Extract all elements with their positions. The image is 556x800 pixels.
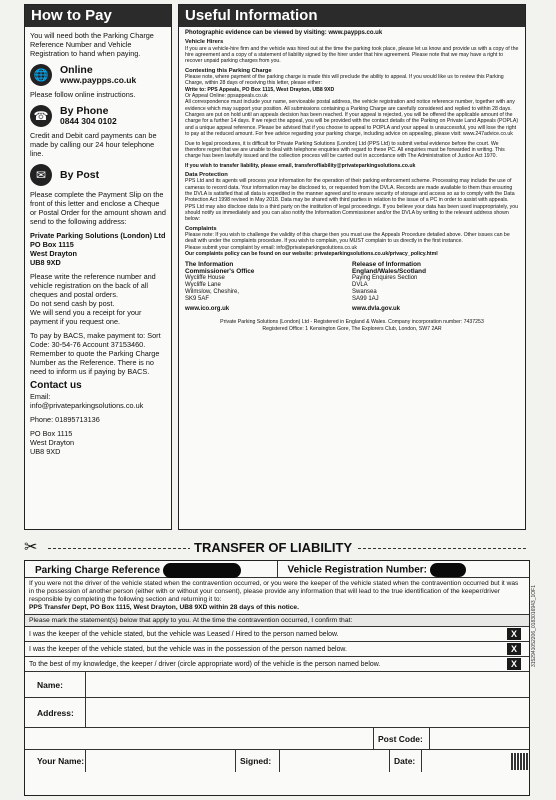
- contest-heading: Contesting this Parking Charge: [185, 67, 272, 74]
- contact-title: Contact us: [30, 380, 82, 391]
- data-protection-text: PPS Ltd and its agents will process your information for the operation of their parking enforcement scheme. Processing may include the use of cameras to record data. Your information may be disclosed to, or requested from the DVLA. Records are made available to them thus ensuring the DVLA is satisfied that all data is expedited in the manner agreed and to ensure security of storage and access so as to comply with the Data Protection Act 1998 revised in May 2018. Data may be shared with third parties in relation to the issue of a PC in order to assist with appeals. PPS Ltd may also disclose data to a third party on the institution of legal proceedings. If you believe your data has been used inappropriately, you should notify us immediately and you can also notify the Information Commissioner and/or the DVLA by writing to the relevant address shown below:: [185, 178, 518, 223]
- your-name-field[interactable]: [85, 750, 235, 772]
- statement-possession[interactable]: I was the keeper of the vehicle stated, but the vehicle was in the possession of the person named below. X: [25, 641, 529, 656]
- legal-text: Due to legal procedures, it is difficult for Private Parking Solutions (London) Ltd (PPS Ltd) to submit verbal evidence before the court. We therefore regret that we are unable to deal with telephone enquiries with regard to these PC. All enquiries must be forwarded in writing. This charge has been lawfully issued and the collection process will be carried out in accordance with The Administration of Justice Act 1970.: [185, 140, 505, 160]
- appeal-write-to: Write to: PPS Appeals, PO Box 1115, West Drayton, UB8 9XD: [185, 86, 335, 93]
- online-label: Online: [60, 64, 93, 76]
- bacs-info: To pay by BACS, make payment to: Sort Code: 30-54-76 Account 37153460. Remember to quote the Parking Charge Number as the Reference. There is no need to inform us if paying by BACS.: [30, 331, 161, 376]
- appeal-online: Or Appeal Online: ppsappeals.co.uk: [185, 93, 268, 100]
- complaints-heading: Complaints: [185, 225, 217, 232]
- postcode-label: Post Code:: [373, 728, 429, 749]
- ico-address: The Information Commissioner's Office Wycliffe House Wycliffe Lane Wilmslow, Cheshire, SK9 5AF www.ico.org.uk: [185, 261, 255, 313]
- mark-instructions: Please mark the statement(s) below that apply to you. At the time the contravention occurred, I confirm that:: [25, 614, 529, 626]
- your-name-label: Your Name:: [37, 756, 85, 766]
- signed-label: Signed:: [235, 750, 279, 772]
- how-to-pay-title: How to Pay: [25, 5, 171, 27]
- signature-row: [25, 749, 529, 772]
- phone-number: 0844 304 0102: [60, 116, 117, 126]
- document-code: 3152941052206_0183016943_1OF1: [531, 585, 537, 668]
- checkbox-leased[interactable]: X: [507, 628, 521, 640]
- name-row: [25, 671, 529, 697]
- transfer-of-liability-title: TRANSFER OF LIABILITY: [190, 540, 356, 555]
- address-label: Address:: [37, 707, 74, 718]
- redacted-reference: [163, 563, 241, 578]
- post-address: Private Parking Solutions (London) Ltd PO Box 1115 West Drayton UB8 9XD: [30, 231, 166, 267]
- post-label: By Post: [60, 169, 100, 181]
- address-row: [25, 697, 529, 727]
- phone-label: By Phone: [60, 105, 109, 117]
- postcode-field[interactable]: [429, 728, 529, 749]
- post-instructions: Please write the reference number and vehicle registration on the back of all cheques and postal orders. Do not send cash by post. We will send you a receipt for your payment if you request one.: [30, 272, 156, 326]
- name-field[interactable]: [85, 672, 529, 697]
- dvla-address: Release of Information England/Wales/Scotland Paying Enquires Section DVLA Swansea SA99 1AJ www.dvla.gov.uk: [352, 261, 426, 313]
- regulator-addresses: [185, 261, 519, 313]
- data-protection-heading: Data Protection: [185, 171, 228, 178]
- online-method: [30, 64, 166, 86]
- contact-email: Email: info@privateparkingsolutions.co.uk: [30, 392, 144, 410]
- signed-field[interactable]: [279, 750, 389, 772]
- date-label: Date:: [389, 750, 421, 772]
- transfer-of-liability-form: [24, 560, 530, 796]
- complaints-email: Please submit your complaint by email: info@privateparkingsolutions.co.uk: [185, 244, 357, 251]
- post-note: Please complete the Payment Slip on the front of this letter and enclose a Cheque or Postal Order for the amount shown and send to the following address:: [30, 190, 166, 226]
- checkbox-possession[interactable]: X: [507, 643, 521, 655]
- phone-note: Credit and Debit card payments can be made by calling our 24 hour telephone line.: [30, 131, 157, 158]
- contest-text: Please note, where payment of the parking charge is made this will preclude the ability to appeal. If you would like us to review this Parking Charge, within 28 days of receiving this letter, please either:: [185, 74, 504, 87]
- photo-evidence-note: Photographic evidence can be viewed by visiting: www.paypps.co.uk: [185, 30, 383, 36]
- company-footer: Private Parking Solutions (London) Ltd - Registered in England & Wales. Company incorporation number: 7437253 Registered Office: 1 Kensington Gore, The Explorers Club, London, SW7 2AR: [220, 319, 484, 332]
- address-field[interactable]: [85, 698, 529, 727]
- pay-intro: You will need both the Parking Charge Reference Number and Vehicle Registration to hand when paying.: [30, 31, 154, 58]
- phone-method: [30, 105, 166, 127]
- how-to-pay-panel: [24, 4, 172, 530]
- correspondence-text: All correspondence must include your name, serviceable postal address, the vehicle registration and notice reference number, together with any evidence which may support your position. All submissions containing a Parking Charge are carefully considered and replied to within 28 days. Charges are put on hold until an appeals decision has been reached. If your appeal is rejected, you will be offered the applicable amount of the charge for a further 14 days. If we reject the appeal, you will be provided with the contact details of the Parking on Private Land Appeals (POPLA) and a unique appeal reference. Please be advised that if you choose to appeal to POPLA and your appeal is unsuccessful, you will lose the right to pay at the reduced amount. For free advice regarding your parking charge, including advice on appealing, please visit: www.247advice.co.uk: [185, 99, 519, 138]
- hirers-heading: Vehicle Hirers: [185, 39, 224, 46]
- postcode-row: [25, 727, 529, 749]
- online-note: Please follow online instructions.: [30, 90, 136, 99]
- contact-phone: Phone: 01895713136: [30, 415, 100, 424]
- redacted-registration: [430, 563, 466, 577]
- telephone-icon: ☎: [30, 105, 52, 127]
- contact-address: PO Box 1115 West Drayton UB8 9XD: [30, 429, 75, 456]
- useful-info-title: Useful Information: [179, 5, 525, 27]
- scissors-icon: ✂: [24, 539, 38, 556]
- name-label: Name:: [37, 679, 63, 690]
- complaints-policy: Our complaints policy can be found on our website: privateparkingsolutions.co.uk/privacy_policy.html: [185, 251, 438, 257]
- statement-leased[interactable]: I was the keeper of the vehicle stated, but the vehicle was Leased / Hired to the person named below. X: [25, 626, 529, 641]
- vrn-label: Vehicle Registration Number:: [287, 564, 427, 576]
- pcn-ref-label: Parking Charge Reference: [35, 565, 161, 577]
- tol-intro: If you were not the driver of the vehicle stated when the contravention occurred, or you were the keeper of the vehicle stated when the contravention occurred but it was in the possession of another person (either with or without your consent), please provide any information that will lead to the true identification of the keeper/driver responsible by completing the following section and returning it to: PPS Transfer Dept, PO Box 1115, West Drayton, UB8 9XD within 28 days of this notice.: [29, 580, 519, 611]
- globe-icon: 🌐: [30, 64, 52, 86]
- qr-code-icon: [511, 753, 528, 770]
- online-url[interactable]: www.paypps.co.uk: [60, 75, 137, 85]
- hirers-text: If you are a vehicle-hire firm and the vehicle was hired out at the time the parking took place, please let us know and provide us with a copy of the hire agreement and a copy of a statement of liability signed by the hirer under that hire agreement. Please note that we may have a right to recover unpaid parking charges from you.: [185, 45, 519, 65]
- envelope-icon: ✉: [30, 164, 52, 186]
- complaints-text: Please note: If you wish to challenge the validity of this charge then you must use the Appeals Procedure detailed above. Other issues can be dealt with under the complaints procedure. If you wish to complain, you MUST complain to us directly in the first instance.: [185, 231, 510, 245]
- reference-row: [25, 561, 529, 578]
- post-method: [30, 164, 166, 186]
- checkbox-best-knowledge[interactable]: X: [507, 658, 521, 670]
- statement-best-knowledge[interactable]: To the best of my knowledge, the keeper / driver (circle appropriate word) of the vehicle is the person named below. X: [25, 656, 529, 671]
- transfer-email: If you wish to transfer liability, please email, transferofliability@privateparkingsolutions.co.uk: [185, 162, 416, 169]
- useful-information-panel: [178, 4, 526, 530]
